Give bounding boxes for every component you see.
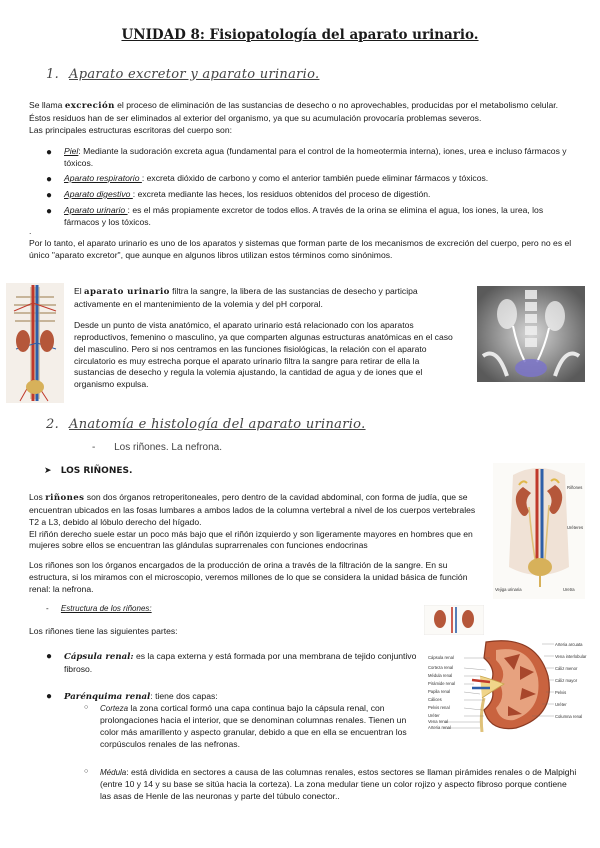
arrow-icon: ➤ <box>44 466 52 476</box>
corteza-text: la zona cortical formó una capa continua bajo la cápsula renal, con prolongaciones hacia el interior, que se denominan columnas renales. Tienen un color más amarillento y aspecto granular, debido a que en ella se encuentran los corpúsculos renales de las nefronas. <box>100 703 407 749</box>
bullet-text: : excreta mediante las heces, los residuos obtenidos del proceso de digestión. <box>132 189 431 199</box>
sub-dash: - <box>92 442 96 453</box>
bullet-term: Aparato urinario <box>64 205 128 215</box>
xray-illustration <box>477 286 585 382</box>
urinary-box-p1 <box>74 286 460 311</box>
stray-dot: . <box>29 226 32 236</box>
label-caliz-menor: Cáliz menor <box>555 666 578 671</box>
intro-post: el proceso de eliminación de las sustancias de desecho o no aprovechables, producidas por el metabolismo celular. Éstos residuos han de ser eliminados al exterior del organismo, ya que su acumulación provocaría problemas severos. <box>29 100 559 123</box>
rinones-paragraph-3: Los riñones son los órganos encargados de la producción de orina a través de la filtración de la sangre. En su estructura, si los miramos con el microscopio, veremos millones de lo que se considera la unidad básica de función renal: la nefrona. <box>29 560 468 594</box>
box-p1-keyword: aparato urinario <box>84 287 170 297</box>
label-uretra: Uretra <box>563 587 575 592</box>
label-ureteres: Uréteres <box>567 525 584 530</box>
box-p1-pre: El <box>74 286 85 296</box>
label-capsula: Cápsula renal <box>428 655 454 660</box>
circle-bullet-icon: ○ <box>84 768 89 775</box>
bullet-text: : Mediante la sudoración excreta agua (fundamental para el control de la homeotermia interna), iones, urea e incluso fármacos y tóxicos. <box>64 146 567 168</box>
section1-title: Aparato excretor y aparato urinario. <box>69 67 320 82</box>
capsula-text: es la capa externa y está formada por una membrana de tejido conjuntivo fibroso. <box>64 651 417 674</box>
section2-title: Anatomía e histología del aparato urinario. <box>69 417 366 432</box>
label-vena-renal: Vena renal <box>428 719 449 724</box>
section2-number: 2. <box>46 417 60 432</box>
page-title: UNIDAD 8: Fisiopatología del aparato urinario. <box>121 27 479 43</box>
bullet-icon: ● <box>46 147 53 158</box>
bullet-icon: ● <box>46 174 53 185</box>
section1-number: 1. <box>46 67 60 82</box>
kidney-section-illustration <box>424 636 588 732</box>
intro-line2: Las principales estructuras escritoras del cuerpo son: <box>29 124 233 135</box>
label-pelvis: Pelvis <box>555 690 567 695</box>
bullet-icon: ● <box>46 190 53 201</box>
section2-heading <box>46 416 366 434</box>
capsula-keyword: Cápsula renal: <box>64 652 134 662</box>
urinary-system-illustration <box>493 463 585 599</box>
urinary-system-figure <box>493 463 585 599</box>
p1-keyword: riñones <box>45 493 85 503</box>
label-medula: Médula renal <box>428 673 453 678</box>
urinary-vascular-illustration <box>6 283 64 403</box>
bullet-term: Piel <box>64 146 79 156</box>
bullet-icon: ● <box>46 691 53 702</box>
kidney-section-figure <box>424 636 588 732</box>
label-ureter-left: Uréter <box>428 713 440 718</box>
label-columna-renal: Columna renal <box>555 714 583 719</box>
xray-image <box>477 286 585 382</box>
structure-heading <box>46 603 152 614</box>
conclusion-paragraph: Por lo tanto, el aparato urinario es uno de los aparatos y sistemas que forman parte de los mecanismos de excreción del cuerpo, pero no es el único "aparato excretor", que aunque en algunos libros utilizan estos términos como sinónimos. <box>29 238 572 260</box>
los-rinones-title: LOS RIÑONES. <box>60 466 133 476</box>
label-arteria-renal: Arteria renal <box>428 725 451 730</box>
intro-keyword: excreción <box>64 101 115 111</box>
p1-pre: Los <box>29 492 46 502</box>
bullet-term: Aparato respiratorio <box>64 173 142 183</box>
label-calices: Cálices <box>428 697 442 702</box>
excretory-list <box>0 146 600 236</box>
kidneys-thumbnail-illustration <box>424 605 484 635</box>
medula-text: : está dividida en sectores a causa de las columnas renales, estos sectores se llaman pirámides renales o de Malpighi (entre 10 y 14 y su base se sitúa hacia la corteza). La zona medular tiene un color rojizo y aspecto fibroso porque contiene las asas de Henle de las neuronas y parte del túbulo conector.. <box>100 767 577 801</box>
label-rinones: Riñones <box>567 485 583 490</box>
box-p1-post: filtra la sangre, la libera de las sustancias de desecho y participa activamente en el mantenimiento de la volemia y del pH corporal. <box>74 286 418 309</box>
label-piramide: Pirámide renal <box>428 681 455 686</box>
bullet-text: : excreta dióxido de carbono y como el anterior también puede eliminar fármacos y tóxicos. <box>141 173 489 183</box>
label-ureter-right: Uréter <box>555 702 567 707</box>
intro-paragraph <box>29 100 573 137</box>
label-pelvis-renal: Pelvis renal <box>428 705 450 710</box>
label-corteza: Corteza renal <box>428 665 454 670</box>
bullet-icon: ● <box>46 206 53 217</box>
label-vejiga: Vejiga urinaria <box>495 587 522 592</box>
label-caliz-mayor: Cáliz mayor <box>555 678 578 683</box>
bullet-icon: ● <box>46 651 53 662</box>
p1-post: son dos órganos retroperitoneales, pero dentro de la cavidad abdominal, con forma de judía, que se encuentran ubicados en las fosas lumbares a ambos lados de la columna vertebral a nivel de los cuerpos vertebrales T2 a L3, debido al lóbulo derecho del hígado. <box>29 492 476 527</box>
urinary-vascular-figure <box>6 283 64 403</box>
label-papila: Papila renal <box>428 689 451 694</box>
los-rinones-heading <box>44 465 132 477</box>
label-arteria-arcuata: Arteria arcuata <box>555 642 583 647</box>
rinones-paragraph-2: El riñón derecho suele estar un poco más bajo que el riñón izquierdo y son ligeramente mayores en hombres que en mujeres sobre ellos se encuentran las glándulas suprarrenales con funciones endocrinas <box>29 528 473 551</box>
kidneys-thumbnail <box>424 605 484 635</box>
bullet-term: Aparato digestivo <box>64 189 133 199</box>
parenquima-keyword: Parénquima renal <box>64 692 151 702</box>
section1-heading <box>46 66 319 84</box>
circle-bullet-icon: ○ <box>84 704 89 711</box>
corteza-keyword: Corteza <box>100 704 129 713</box>
subsection-line <box>92 441 222 455</box>
parenquima-text: : tiene dos capas: <box>150 691 218 701</box>
urinary-box-p2: Desde un punto de vista anatómico, el aparato urinario está relacionado con los aparatos reproductivos, femenino o masculino, ya que comparten algunas estructuras anatómicas en el caso del masculino. Pero si nos centramos en las funciones fisiológicas, la relación con el aparato circulatorio es muy estrecha porque el aparato urinario filtra la sangre para retirar de ella la sustancias de desecho y regula la volemia ajustando, la cantidad de agua y de iones que el organismo expulsa. <box>74 320 453 390</box>
label-vena-interlobular: Vena interlobular <box>555 654 587 659</box>
structure-title: Estructura de los riñones: <box>60 604 152 613</box>
intro-pre: Se llama <box>29 100 65 110</box>
rinones-paragraph-1 <box>29 492 487 552</box>
struct-dash: - <box>46 604 49 613</box>
medula-keyword: Médula <box>100 768 127 777</box>
subsection-title: Los riñones. La nefrona. <box>114 442 222 453</box>
bullet-text: : es el más propiamente excretor de todos ellos. A través de la orina se elimina el agua, los iones, la urea, los fármacos y los tóxicos. <box>64 205 544 227</box>
parts-intro: Los riñones tiene las siguientes partes: <box>29 626 178 636</box>
